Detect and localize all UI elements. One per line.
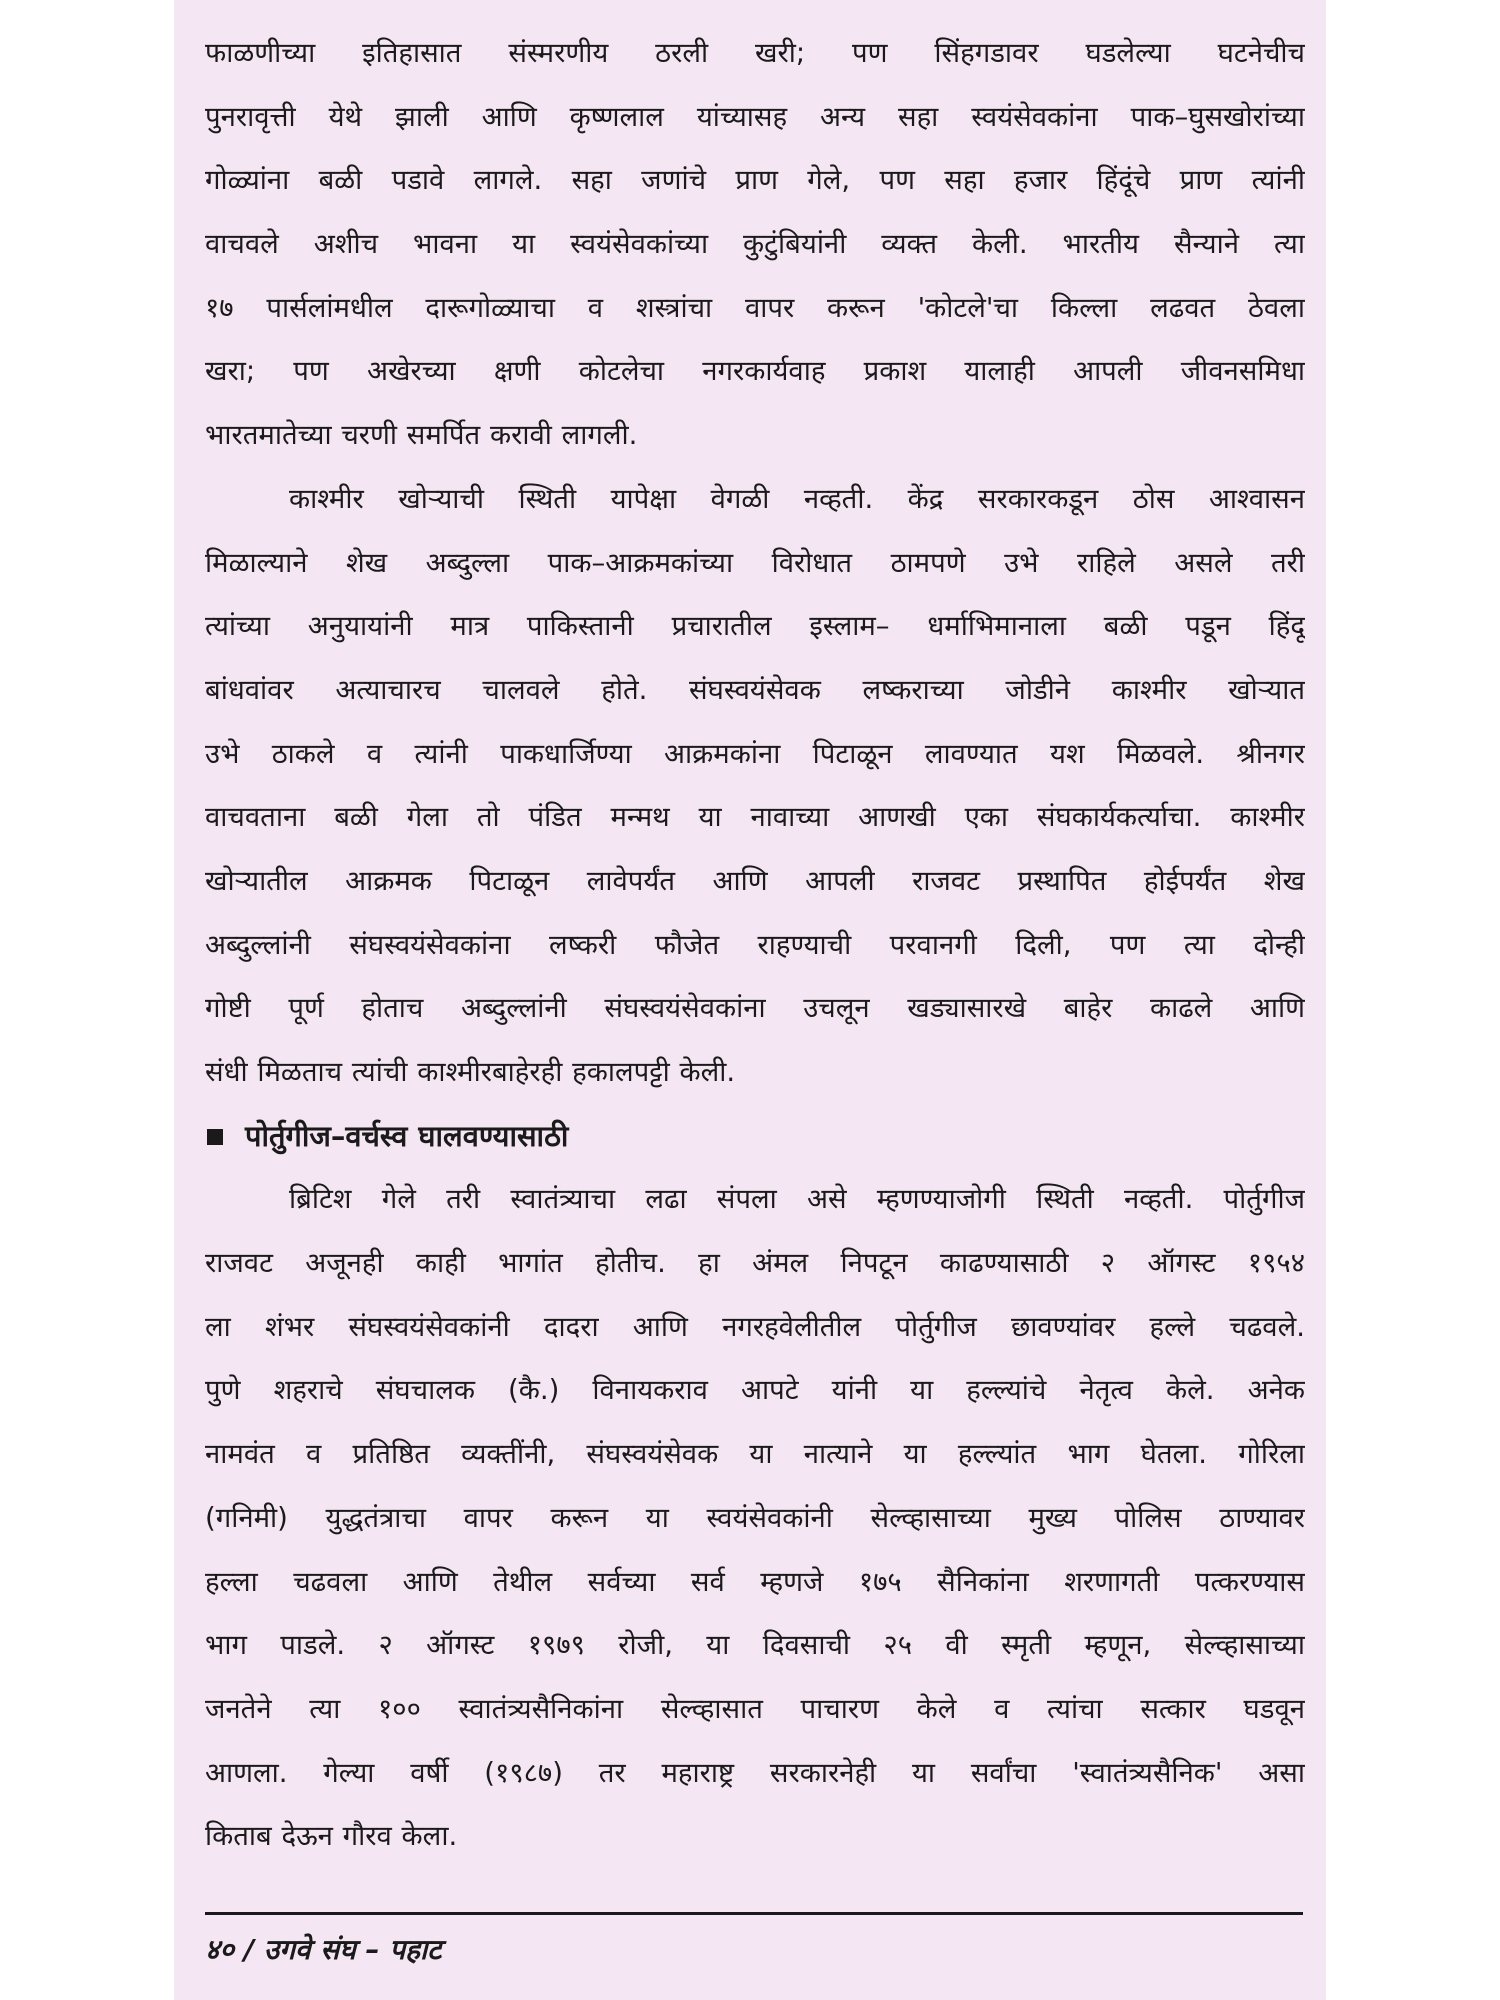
section-paragraph-line-1: ब्रिटिश गेले तरी स्वातंत्र्याचा लढा संपला असे म्हणण्याजोगी स्थिती नव्हती. पोर्तुगीज: [289, 1183, 1305, 1216]
paragraph-1-line-7: भारतमातेच्या चरणी समर्पित करावी लागली.: [205, 419, 638, 452]
paragraph-2-line-4: बांधवांवर अत्याचारच चालवले होते. संघस्वयंसेवक लष्कराच्या जोडीने काश्मीर खोऱ्यात: [205, 673, 1305, 706]
page-number: ४०: [205, 1933, 235, 1966]
paragraph-2-line-5: उभे ठाकले व त्यांनी पाकधार्जिण्या आक्रमकांना पिटाळून लावण्यात यश मिळवले. श्रीनगर: [205, 737, 1305, 770]
section-paragraph-line-4: पुणे शहराचे संघचालक (कै.) विनायकराव आपटे यांनी या हल्ल्यांचे नेतृत्व केले. अनेक: [205, 1374, 1305, 1407]
section-heading-text: पोर्तुगीज–वर्चस्व घालवण्यासाठी: [245, 1118, 569, 1153]
section-paragraph-line-5: नामवंत व प्रतिष्ठित व्यक्तींनी, संघस्वयंसेवक या नात्याने या हल्ल्यांत भाग घेतला. गोरिला: [205, 1438, 1305, 1471]
paragraph-2-line-1: काश्मीर खोऱ्याची स्थिती यापेक्षा वेगळी नव्हती. केंद्र सरकारकडून ठोस आश्वासन: [289, 482, 1305, 515]
page-body: [205, 22, 1305, 1869]
section-paragraph-line-2: राजवट अजूनही काही भागांत होतीच. हा अंमल निपटून काढण्यासाठी २ ऑगस्ट १९५४: [205, 1247, 1305, 1280]
paragraph-2-line-10: संधी मिळताच त्यांची काश्मीरबाहेरही हकालपट्टी केली.: [205, 1056, 736, 1088]
paragraph-2-line-3: त्यांच्या अनुयायांनी मात्र पाकिस्तानी प्रचारातील इस्लाम– धर्माभिमानाला बळी पडून हिंदू: [205, 610, 1305, 643]
section-paragraph-line-11: किताब देऊन गौरव केला.: [205, 1820, 458, 1853]
paragraph-2-line-9: गोष्टी पूर्ण होताच अब्दुल्लांनी संघस्वयंसेवकांना उचलून खड्यासारखे बाहेर काढले आणि: [205, 992, 1305, 1025]
section-paragraph-line-9: जनतेने त्या १०० स्वातंत्र्यसैनिकांना सेल्व्हासात पाचारण केले व त्यांचा सत्कार घडवून: [205, 1692, 1305, 1725]
section-paragraph-line-10: आणला. गेल्या वर्षी (१९८७) तर महाराष्ट्र सरकारनेही या सर्वांचा 'स्वातंत्र्यसैनिक' असा: [205, 1756, 1305, 1789]
paragraph-2-line-6: वाचवताना बळी गेला तो पंडित मन्मथ या नावाच्या आणखी एका संघकार्यकर्त्याचा. काश्मीर: [205, 801, 1305, 834]
paragraph-2-line-2: मिळाल्याने शेख अब्दुल्ला पाक–आक्रमकांच्या विरोधात ठामपणे उभे राहिले असले तरी: [205, 546, 1305, 579]
section-paragraph-line-8: भाग पाडले. २ ऑगस्ट १९७९ रोजी, या दिवसाची २५ वी स्मृती म्हणून, सेल्व्हासाच्या: [205, 1629, 1305, 1662]
page-footer: [205, 1930, 441, 1968]
section-paragraph-line-7: हल्ला चढवला आणि तेथील सर्वच्या सर्व म्हणजे १७५ सैनिकांना शरणागती पत्करण्यास: [205, 1565, 1305, 1598]
square-bullet-icon: [207, 1129, 223, 1145]
footer-divider: [205, 1912, 1303, 1915]
paragraph-1-line-6: खरा; पण अखेरच्या क्षणी कोटलेचा नगरकार्यवाह प्रकाश यालाही आपली जीवनसमिधा: [205, 355, 1305, 388]
paragraph-1-line-4: वाचवले अशीच भावना या स्वयंसेवकांच्या कुटुंबियांनी व्यक्त केली. भारतीय सैन्याने त्या: [205, 228, 1305, 261]
paragraph-1-line-2: पुनरावृत्ती येथे झाली आणि कृष्णलाल यांच्यासह अन्य सहा स्वयंसेवकांना पाक–घुसखोरांच्या: [205, 100, 1305, 133]
footer-separator: /: [243, 1933, 255, 1966]
paragraph-2-line-8: अब्दुल्लांनी संघस्वयंसेवकांना लष्करी फौजेत राहण्याची परवानगी दिली, पण त्या दोन्ही: [205, 928, 1305, 961]
section-paragraph-line-3: ला शंभर संघस्वयंसेवकांनी दादरा आणि नगरहवेलीतील पोर्तुगीज छावण्यांवर हल्ले चढवले.: [205, 1310, 1305, 1343]
paragraph-2-line-7: खोऱ्यातील आक्रमक पिटाळून लावेपर्यंत आणि आपली राजवट प्रस्थापित होईपर्यंत शेख: [205, 864, 1305, 897]
paragraph-1-line-1: फाळणीच्या इतिहासात संस्मरणीय ठरली खरी; पण सिंहगडावर घडलेल्या घटनेचीच: [205, 37, 1305, 69]
paragraph-1-line-3: गोळ्यांना बळी पडावे लागले. सहा जणांचे प्राण गेले, पण सहा हजार हिंदूंचे प्राण त्यांनी: [205, 164, 1305, 197]
section-paragraph-line-6: (गनिमी) युद्धतंत्राचा वापर करून या स्वयंसेवकांनी सेल्व्हासाच्या मुख्य पोलिस ठाण्यावर: [205, 1501, 1305, 1534]
paragraph-1-line-5: १७ पार्सलांमधील दारूगोळ्याचा व शस्त्रांचा वापर करून 'कोटले'चा किल्ला लढवत ठेवला: [205, 291, 1305, 324]
section-heading: [205, 1105, 1305, 1169]
book-title: उगवे संघ – पहाट: [263, 1933, 442, 1966]
